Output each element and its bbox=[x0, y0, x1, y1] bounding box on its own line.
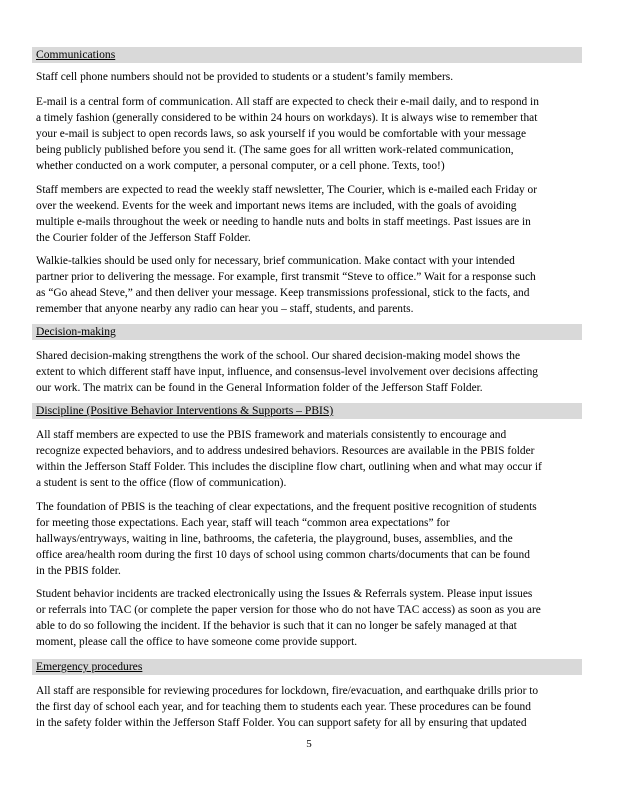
paragraph bbox=[36, 182, 584, 246]
text-line: recognize expected behaviors, and to address undesired behaviors. Resources are available in the PBIS folder bbox=[36, 445, 535, 457]
text-line: multiple e-mails throughout the week or needing to handle nuts and bolts in staff meetings. Past issues are in bbox=[36, 216, 531, 228]
heading-text: Emergency procedures bbox=[36, 660, 143, 673]
paragraph bbox=[36, 499, 584, 579]
text-line: our work. The matrix can be found in the General Information folder of the Jefferson Staff Folder. bbox=[36, 382, 483, 394]
text-line: Walkie-talkies should be used only for necessary, brief communication. Make contact with your intended bbox=[36, 255, 515, 267]
text-line: your e-mail is subject to open records laws, so ask yourself if you would be comfortable with your message bbox=[36, 128, 526, 140]
text-line: partner prior to delivering the message. For example, first transmit “Steve to office.” Wait for a response such bbox=[36, 271, 536, 283]
text-line: The foundation of PBIS is the teaching of clear expectations, and the frequent positive recognition of students bbox=[36, 501, 537, 513]
text-line: in the safety folder within the Jefferson Staff Folder. You can support safety for all by ensuring that updated bbox=[36, 717, 527, 729]
text-line: for meeting those expectations. Each year, staff will teach “common area expectations” for bbox=[36, 517, 450, 529]
text-line: a student is sent to the office (flow of communication). bbox=[36, 477, 287, 489]
text-line: moment, please call the office to have someone come provide support. bbox=[36, 636, 358, 648]
text-line: able to do so following the incident. If the behavior is such that it can no longer be safely managed at that bbox=[36, 620, 517, 632]
heading-text: Communications bbox=[36, 48, 116, 61]
paragraph bbox=[36, 348, 584, 396]
paragraph bbox=[36, 427, 584, 491]
text-line: within the Jefferson Staff Folder. This includes the discipline flow chart, outlining when and what may occur if bbox=[36, 461, 542, 473]
paragraph bbox=[36, 586, 584, 650]
text-line: being publicly published before you send it. (The same goes for all written work-related communication, bbox=[36, 144, 514, 156]
heading-text: Decision-making bbox=[36, 325, 116, 338]
text-line: remember that anyone nearby any radio can hear you – staff, students, and parents. bbox=[36, 303, 414, 315]
paragraph bbox=[36, 94, 584, 174]
text-line: whether conducted on a work computer, a personal computer, or a cell phone. Texts, too!) bbox=[36, 160, 445, 172]
text-line: over the weekend. Events for the week and important news items are included, with the goals of avoiding bbox=[36, 200, 517, 212]
text-line: the Courier folder of the Jefferson Staff Folder. bbox=[36, 232, 251, 244]
text-line: in the PBIS folder. bbox=[36, 565, 121, 577]
section-heading-emergency-procedures bbox=[32, 659, 582, 675]
text-line: E-mail is a central form of communication. All staff are expected to check their e-mail daily, and to respond in bbox=[36, 96, 539, 108]
text-line: a timely fashion (generally considered to be within 24 hours on workdays). It is always wise to remember that bbox=[36, 112, 538, 124]
text-line: hallways/entryways, waiting in line, bathrooms, the cafeteria, the playground, buses, assemblies, and the bbox=[36, 533, 513, 545]
text-line: the first day of school each year, and for teaching them to students each year. These procedures can be found bbox=[36, 701, 531, 713]
text-line: Student behavior incidents are tracked electronically using the Issues & Referrals system. Please input issues bbox=[36, 588, 533, 600]
text-line: as “Go ahead Steve,” and then deliver your message. Keep transmissions professional, stick to the facts, and bbox=[36, 287, 530, 299]
paragraph bbox=[36, 253, 584, 317]
text-line: Shared decision-making strengthens the work of the school. Our shared decision-making model shows the bbox=[36, 350, 520, 362]
text-line: extent to which different staff have input, influence, and consensus-level involvement over decisions affecting bbox=[36, 366, 538, 378]
text-line: All staff are responsible for reviewing procedures for lockdown, fire/evacuation, and earthquake drills prior to bbox=[36, 685, 539, 697]
text-line: Staff members are expected to read the weekly staff newsletter, The Courier, which is e-mailed each Friday or bbox=[36, 184, 538, 196]
text-line: office area/health room during the first 10 days of school using common charts/documents that can be found bbox=[36, 549, 530, 561]
text-line: or referrals into TAC (or complete the paper version for those who do not have TAC access) as soon as you are bbox=[36, 604, 541, 616]
heading-text: Discipline (Positive Behavior Interventions & Supports – PBIS) bbox=[36, 404, 334, 417]
text-line: Staff cell phone numbers should not be provided to students or a student’s family members. bbox=[36, 71, 454, 83]
page-number: 5 bbox=[306, 738, 312, 750]
text-line: All staff members are expected to use the PBIS framework and materials consistently to encourage and bbox=[36, 429, 507, 441]
paragraph bbox=[36, 69, 584, 85]
paragraph bbox=[36, 683, 584, 731]
section-heading-discipline bbox=[32, 403, 582, 419]
section-heading-communications bbox=[32, 47, 582, 63]
section-heading-decision-making bbox=[32, 324, 582, 340]
